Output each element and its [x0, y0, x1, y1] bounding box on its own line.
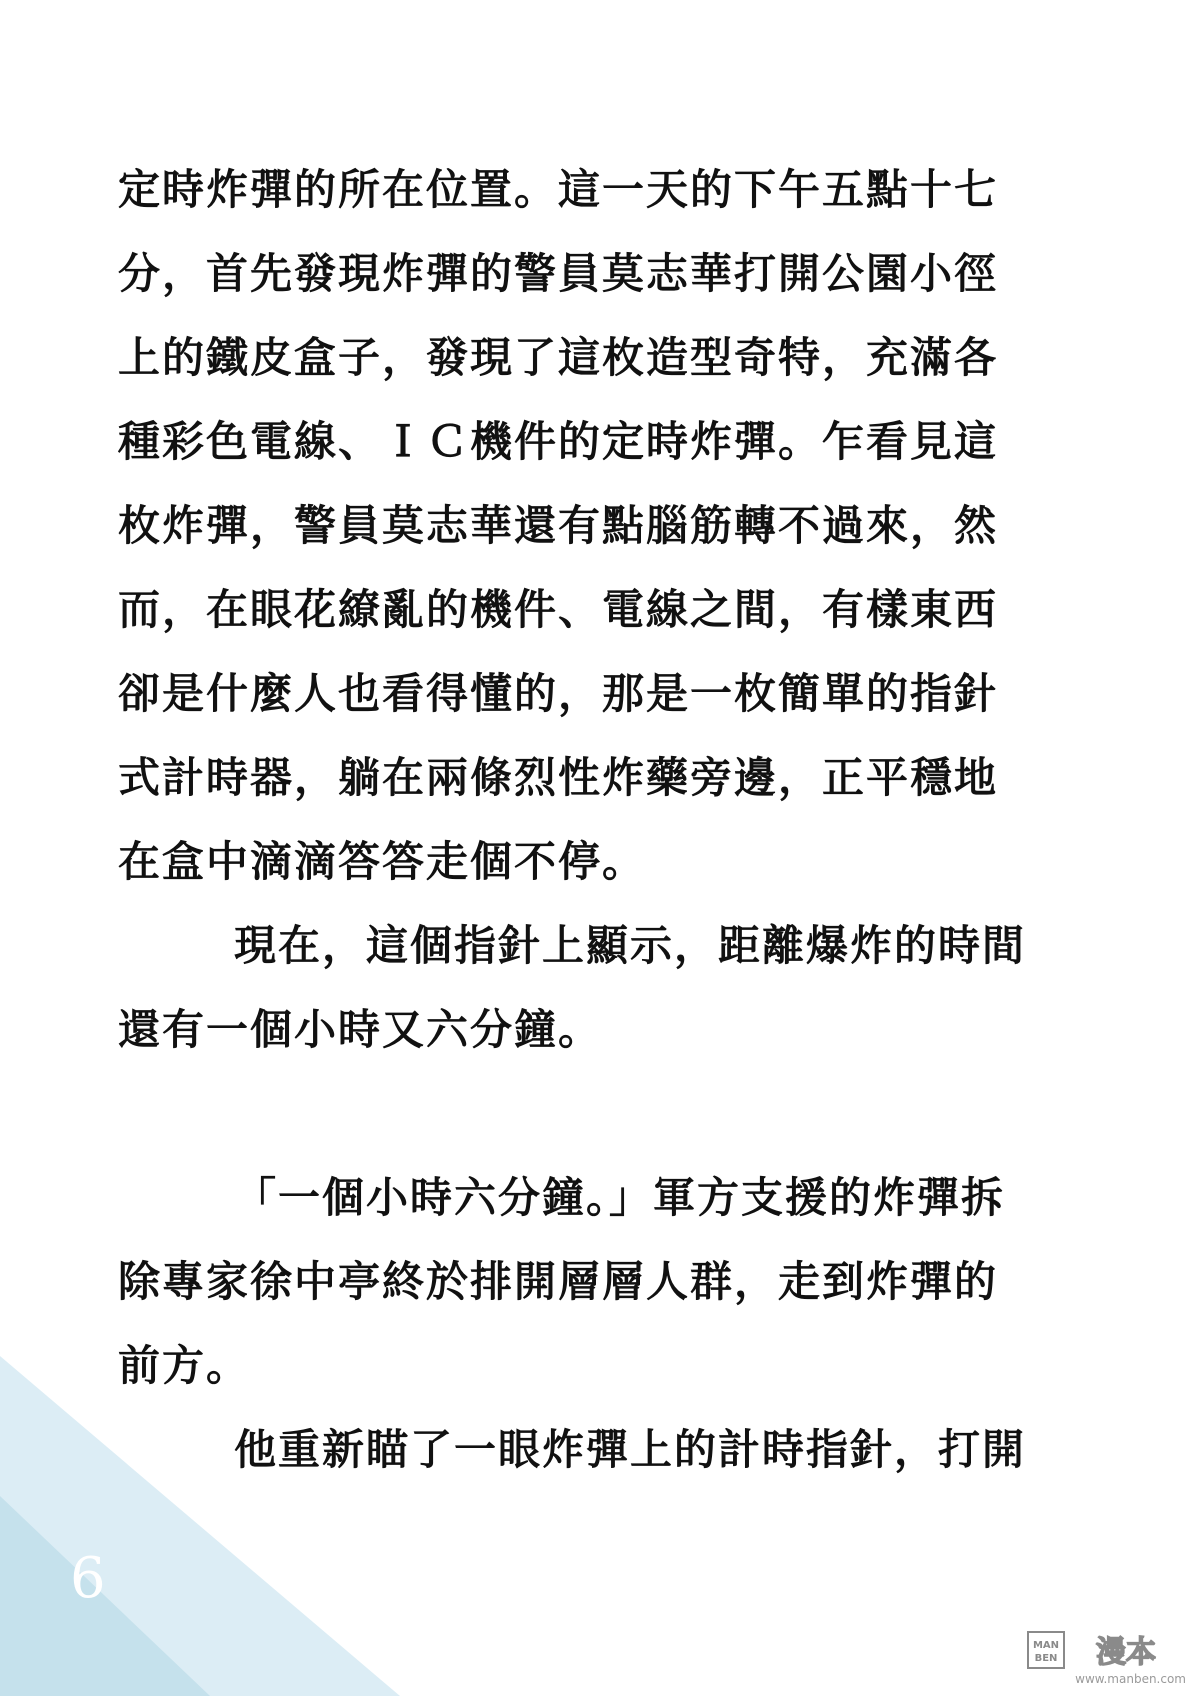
text-line: 上的鐵皮盒子，發現了這枚造型奇特，充滿各 [118, 333, 999, 382]
text-line: 式計時器，躺在兩條烈性炸藥旁邊，正平穩地 [118, 753, 999, 802]
text-line: 前方。 [118, 1341, 251, 1390]
text-line: 定時炸彈的所在位置。這一天的下午五點十七 [118, 165, 999, 214]
text-line: 在盒中滴滴答答走個不停。 [118, 837, 647, 886]
text-line: 枚炸彈，警員莫志華還有點腦筋轉不過來，然 [118, 501, 999, 550]
text-line: 「一個小時六分鐘。」軍方支援的炸彈拆 [234, 1173, 1006, 1222]
page-number: 6 [70, 1546, 106, 1611]
text-line: 他重新瞄了一眼炸彈上的計時指針，打開 [234, 1425, 1027, 1474]
corner-triangle-graphic [0, 1356, 400, 1696]
text-line: 現在，這個指針上顯示，距離爆炸的時間 [234, 921, 1027, 970]
text-line: 還有一個小時又六分鐘。 [118, 1005, 603, 1054]
text-line: 而，在眼花繚亂的機件、電線之間，有樣東西 [118, 585, 999, 634]
manben-logo [1026, 1628, 1186, 1672]
corner-decoration [0, 1356, 400, 1696]
body-text [118, 148, 1086, 1492]
logo-badge-text: BEN [1034, 1653, 1058, 1664]
text-line: 種彩色電線、ＩＣ機件的定時炸彈。乍看見這 [118, 417, 999, 466]
watermark-url: www.manben.com [1075, 1672, 1186, 1686]
text-line: 卻是什麼人也看得懂的，那是一枚簡單的指針 [118, 669, 999, 718]
watermark [1026, 1628, 1186, 1688]
text-line: 分，首先發現炸彈的警員莫志華打開公園小徑 [118, 249, 999, 298]
paragraph-gap [118, 1072, 1086, 1156]
logo-badge-text: MAN [1032, 1640, 1060, 1651]
logo-wordmark: 漫本 [1096, 1635, 1156, 1670]
text-line: 除專家徐中亭終於排開層層人群，走到炸彈的 [118, 1257, 999, 1306]
